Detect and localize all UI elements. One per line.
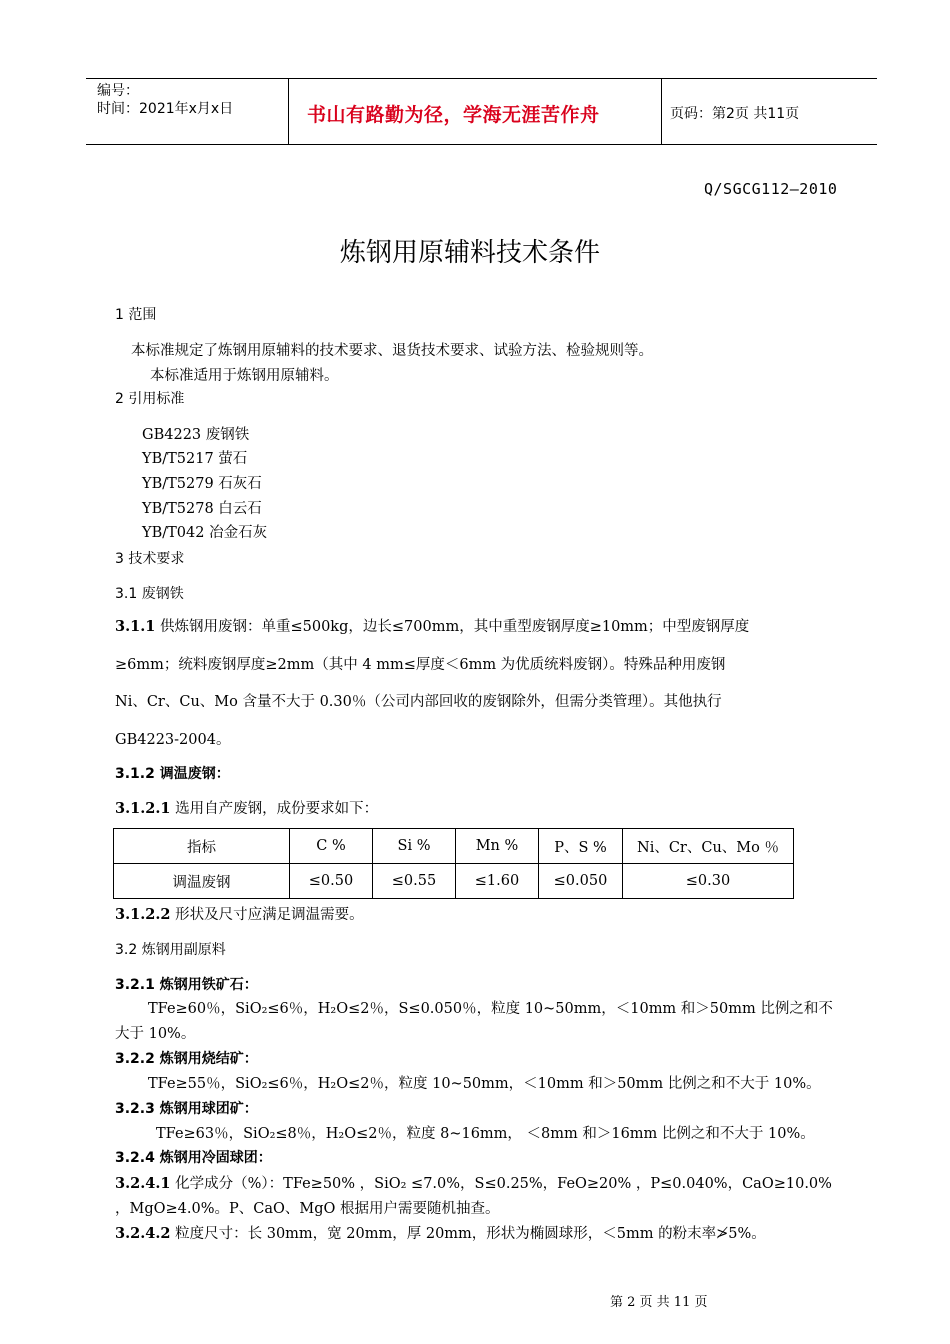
header-motto: 书山有路勤为径，学海无涯苦作舟: [307, 104, 600, 126]
page-footer: 第 2 页 共 11 页: [610, 1295, 708, 1310]
reference-item: GB4223 废钢铁: [142, 427, 250, 443]
table-cell: ≤0.30: [623, 864, 794, 899]
section-text: 粒度尺寸：长 30mm，宽 20mm，厚 20mm，形状为椭圆球形，＜5mm 的粉末率≯5%。: [175, 1226, 766, 1242]
reference-item: YB/T5217 萤石: [142, 451, 248, 467]
section-3-2-2-line-1: TFe≥55％，SiO₂≤6％，H₂O≤2％，粒度 10~50mm，＜10mm 和＞50mm 比例之和不大于 10%。: [148, 1076, 821, 1092]
section-text: 供炼钢用废钢：单重≤500kg，边长≤700mm，其中重型废钢厚度≥10mm；中型废钢厚度: [159, 619, 750, 635]
section-3-2-heading: 3.2 炼钢用副原料: [115, 942, 226, 958]
section-text: 形状及尺寸应满足调温需要。: [175, 907, 364, 923]
section-3-1-1-line-2: ≥6mm；统料废钢厚度≥2mm（其中 4 mm≤厚度＜6mm 为优质统料废钢）。特殊品种用废钢: [115, 657, 726, 673]
table-cell: ≤0.050: [539, 864, 623, 899]
table-row: [114, 864, 794, 899]
table-header-cell: 指标: [114, 829, 290, 864]
section-3-2-3-line-1: TFe≥63％，SiO₂≤8％，H₂O≤2％，粒度 8~16mm， ＜8mm 和＞16mm 比例之和不大于 10%。: [156, 1126, 815, 1142]
table-header-cell: C %: [290, 829, 373, 864]
section-3-2-2-heading: 3.2.2 炼钢用烧结矿：: [115, 1051, 258, 1067]
table-header-row: [114, 829, 794, 864]
table-header-cell: Si %: [373, 829, 456, 864]
reference-item: YB/T042 冶金石灰: [142, 525, 268, 541]
header-time-label: 时间：2021年x月x日: [97, 101, 234, 117]
reference-item: YB/T5278 白云石: [142, 501, 262, 517]
header-page-label: 页码：第2页 共11页: [670, 106, 800, 122]
section-3-2-3-heading: 3.2.3 炼钢用球团矿：: [115, 1101, 258, 1117]
section-3-1-1-line-3: Ni、Cr、Cu、Mo 含量不大于 0.30％（公司内部回收的废钢除外，但需分类管理）。其他执行: [115, 694, 722, 710]
reference-item: YB/T5279 石灰石: [142, 476, 262, 492]
document-code: Q/SGCG112—2010: [704, 180, 838, 198]
table-cell: ≤0.50: [290, 864, 373, 899]
section-3-1-1-line-1: [115, 615, 749, 636]
section-3-heading: 3 技术要求: [115, 551, 185, 567]
table-header-cell: Ni、Cr、Cu、Mo ％: [623, 829, 794, 864]
table-header-cell: P、S %: [539, 829, 623, 864]
header-divider-left: [288, 78, 289, 144]
header-divider-right: [661, 78, 662, 144]
section-number: 3.2.4.2: [115, 1225, 171, 1242]
section-text: 化学成分（%）：TFe≥50% ，SiO₂ ≤7.0%，S≤0.25%，FeO≥20% ，P≤0.040%，CaO≥10.0%: [175, 1176, 832, 1192]
header-top-rule: [86, 78, 877, 79]
section-3-2-4-1-line-2: ，MgO≥4.0%。P、CaO、MgO 根据用户需要随机抽查。: [115, 1201, 500, 1217]
header-number-label: 编号：: [97, 83, 139, 99]
section-3-2-4-2: [115, 1222, 766, 1243]
section-number: 3.2.4.1: [115, 1175, 171, 1192]
section-3-1-2-heading: 3.1.2 调温废钢：: [115, 766, 230, 782]
section-1-paragraph-1: 本标准规定了炼钢用原辅料的技术要求、退货技术要求、试验方法、检验规则等。: [131, 343, 653, 359]
section-3-2-1-line-2: 大于 10%。: [115, 1026, 196, 1042]
section-2-heading: 2 引用标准: [115, 391, 185, 407]
section-number: 3.1.2.2: [115, 906, 171, 923]
document-title: 炼钢用原辅料技术条件: [340, 238, 601, 268]
section-number: 3.1.1: [115, 618, 156, 635]
table-header-cell: Mn %: [456, 829, 539, 864]
section-number: 3.1.2.1: [115, 800, 171, 817]
section-3-2-1-line-1: TFe≥60％，SiO₂≤6％，H₂O≤2％，S≤0.050％，粒度 10~50mm，＜10mm 和＞50mm 比例之和不: [148, 1001, 833, 1017]
table-cell: ≤0.55: [373, 864, 456, 899]
section-3-1-1-line-4: GB4223-2004。: [115, 732, 231, 748]
section-1-heading: 1 范围: [115, 307, 157, 323]
table-cell: ≤1.60: [456, 864, 539, 899]
composition-table: [113, 828, 794, 899]
section-3-1-heading: 3.1 废钢铁: [115, 586, 184, 602]
section-1-paragraph-2: 本标准适用于炼钢用原辅料。: [150, 368, 339, 384]
section-text: 选用自产废钢，成份要求如下：: [175, 801, 379, 817]
section-3-1-2-2: [115, 903, 364, 924]
section-3-2-4-heading: 3.2.4 炼钢用冷固球团：: [115, 1150, 272, 1166]
section-3-1-2-1: [115, 797, 378, 818]
table-cell: 调温废钢: [114, 864, 290, 899]
section-3-2-1-heading: 3.2.1 炼钢用铁矿石：: [115, 977, 258, 993]
section-3-2-4-1-line-1: [115, 1172, 832, 1193]
header-bottom-rule: [86, 144, 877, 145]
